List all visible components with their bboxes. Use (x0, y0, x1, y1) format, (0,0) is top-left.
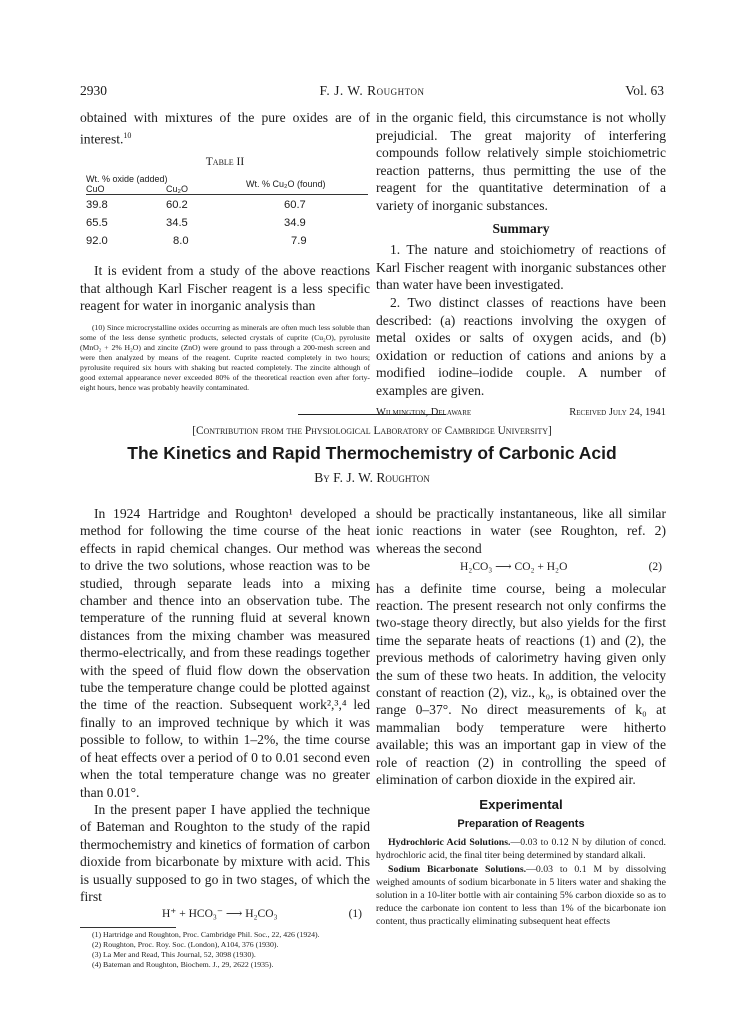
footnote-10 (80, 323, 370, 394)
article-title: The Kinetics and Rapid Thermochemistry of Carbonic Acid (127, 443, 617, 463)
summary-item: 1. The nature and stoichiometry of reactions of Karl Fischer reagent with inorganic substances other than water have been investigated. (376, 242, 666, 293)
table-cell: 34.9 (284, 216, 306, 229)
prev-paragraph: It is evident from a study of the above reactions that although Karl Fischer reagent is a less specific reagent for water in inorganic analysis than (80, 263, 370, 314)
table-cell: 8.0 (173, 234, 189, 247)
table-cell: 60.7 (284, 199, 306, 212)
page-number: 2930 (80, 83, 107, 98)
table-row (86, 233, 368, 251)
equation-2 (376, 559, 666, 576)
prev-intro: obtained with mixtures of the pure oxides are of interest. (80, 110, 370, 147)
footnote-rule (80, 927, 176, 928)
prev-left-column (80, 109, 370, 394)
article-right-column (376, 505, 666, 928)
equation-text: H₂CO₃ ⟶ CO₂ + H₂O (460, 561, 568, 574)
table-cell: 39.8 (86, 199, 108, 212)
article-left-column (80, 505, 370, 971)
footnote: (3) La Mer and Read, This Journal, 52, 3098 (1930). (92, 950, 256, 960)
byline: By F. J. W. Roughton (314, 470, 430, 485)
location: Wilmington, Delaware (376, 406, 472, 418)
preparation-heading: Preparation of Reagents (457, 817, 585, 830)
article-paragraph: In 1924 Hartridge and Roughton¹ developed a method for following the time course of the heat effects in rapid chemical changes. Our method was to drive the two solutions, whose reaction was to be studied, through separate leads into a mixing chamber and thence into an observation tube. The temperature of the running fluid at several known distances from the mixing chamber was measured thermo-electrically, and from these readings together with the speed of fluid flow down the observation tube the temperature change could be plotted against the time of the reaction. Subsequent work²,³,⁴ led finally to an improved technique by which it was possible to follow, to within 1–2%, the time course of heat effects over a period of 0 to 0.01 second even when the total temperature change was no greater than 0.01°. (80, 506, 370, 800)
equation-number: (1) (348, 908, 362, 921)
reagent-notes (376, 836, 666, 928)
bicarb-text: —0.03 to 0.1 M by dissolving weighed amounts of sodium bicarbonate in 5 liters water and shaking the solution in a 10-liter bottle with air containing 5% carbon dioxide so as to reduce the carbonate ion content to less than 1% of the bicarbonate ion content, thus practically eliminating subsequent heat effects (376, 863, 666, 927)
contribution-line: [Contribution from the Physiological Laboratory of Cambridge University] (192, 425, 552, 437)
ref-10: 10 (123, 130, 132, 140)
table-group-header: Wt. % oxide (added) (86, 174, 168, 185)
summary-item: 2. Two distinct classes of reactions have been described: (a) reactions involving the oxygen of metal oxides or salts of oxygen acids, and (b) oxidation or reduction of cations and anions by a modified iodine–iodide couple. A number of examples are given. (376, 294, 666, 398)
summary-heading: Summary (492, 220, 550, 236)
table-cell: 92.0 (86, 234, 108, 247)
col-header: Cu₂O (166, 184, 188, 195)
equation-number: (2) (648, 561, 662, 574)
table-cell: 65.5 (86, 216, 108, 229)
section-divider (298, 414, 446, 415)
prev-right-paragraph: in the organic field, this circumstance is not wholly prejudicial. The great majority of interfering compounds follow relatively simple stoichiometric reaction patterns, thus permitting the use of the reagent for the quantitative determination of a variety of inorganic substances. (376, 110, 666, 213)
table-cell: 7.9 (291, 234, 307, 247)
volume-label: Vol. 63 (625, 83, 664, 98)
table-row (86, 215, 368, 233)
col-header: CuO (86, 184, 105, 195)
footnote: (2) Roughton, Proc. Roy. Soc. (London), A104, 376 (1930). (92, 939, 279, 949)
col-header: Wt. % Cu₂O (found) (246, 179, 326, 190)
received-date: Received July 24, 1941 (569, 406, 666, 418)
article-paragraph: should be practically instantaneous, like all similar ionic reactions in water (see Roughton, ref. 2) whereas the second (376, 506, 666, 556)
article-paragraph: has a definite time course, being a molecular reaction. The present research not only confirms the two-stage theory directly, but also yields for the first time the separate heats of reactions (1) and (2), the previous methods of calorimetry having given only the sum of these two heats. In addition, the velocity constant of reaction (2), viz., k₀, is obtained over the range 0–37°. No direct measurements of k₀ at mammalian body temperature were hitherto available; this was an important gap in view of the role of reaction (2) in controlling the speed of elimination of carbon dioxide in the expired air. (376, 580, 666, 788)
table-cell: 60.2 (166, 199, 188, 212)
footnote: (4) Bateman and Roughton, Biochem. J., 29, 2622 (1935). (92, 960, 274, 970)
running-author: F. J. W. Roughton (319, 83, 425, 98)
footnote: (1) Hartridge and Roughton, Proc. Cambridge Phil. Soc., 22, 426 (1924). (92, 929, 320, 939)
prev-right-column (376, 109, 666, 421)
signoff (376, 404, 666, 422)
table-cell: 34.5 (166, 216, 188, 229)
equation-text: H⁺ + HCO₃⁻ ⟶ H₂CO₃ (162, 908, 278, 921)
article-paragraph: In the present paper I have applied the technique of Bateman and Roughton to the study of the rapid thermochemistry and kinetics of formation of carbon dioxide from bicarbonate by mixture with acid. This is usually supposed to go in two stages, of which the first (80, 801, 370, 904)
bicarb-heading: Sodium Bicarbonate Solutions. (388, 863, 527, 875)
table-title: Table II (205, 155, 245, 168)
footnote-text: (10) Since microcrystalline oxides occurring as minerals are often much less soluble than some of the less dense synthetic products, selected crystals of cuprite (Cu₂O), pyrolusite (MnO₂ + 2% H₂O) and zincite (ZnO) were ground to pass through a 200-mesh screen and were then analyzed by means of the reagent. Cuprite reacted completely in two hours; pyrolusite required six hours with shaking but reacted completely. The zincite although of good external appearance never exceeded 80% of the theoretical reaction even after forty-eight hours, hence was probably heavily contaminated. (80, 322, 370, 393)
hcl-heading: Hydrochloric Acid Solutions. (388, 837, 511, 849)
hcl-text: —0.03 to 0.12 N by dilution of concd. hydrochloric acid, the final titer being determined by standard alkali. (376, 837, 666, 862)
equation-1 (80, 906, 370, 923)
table-row (86, 197, 368, 215)
experimental-heading: Experimental (479, 796, 563, 812)
table-ii (86, 174, 368, 250)
footnotes (80, 930, 370, 971)
